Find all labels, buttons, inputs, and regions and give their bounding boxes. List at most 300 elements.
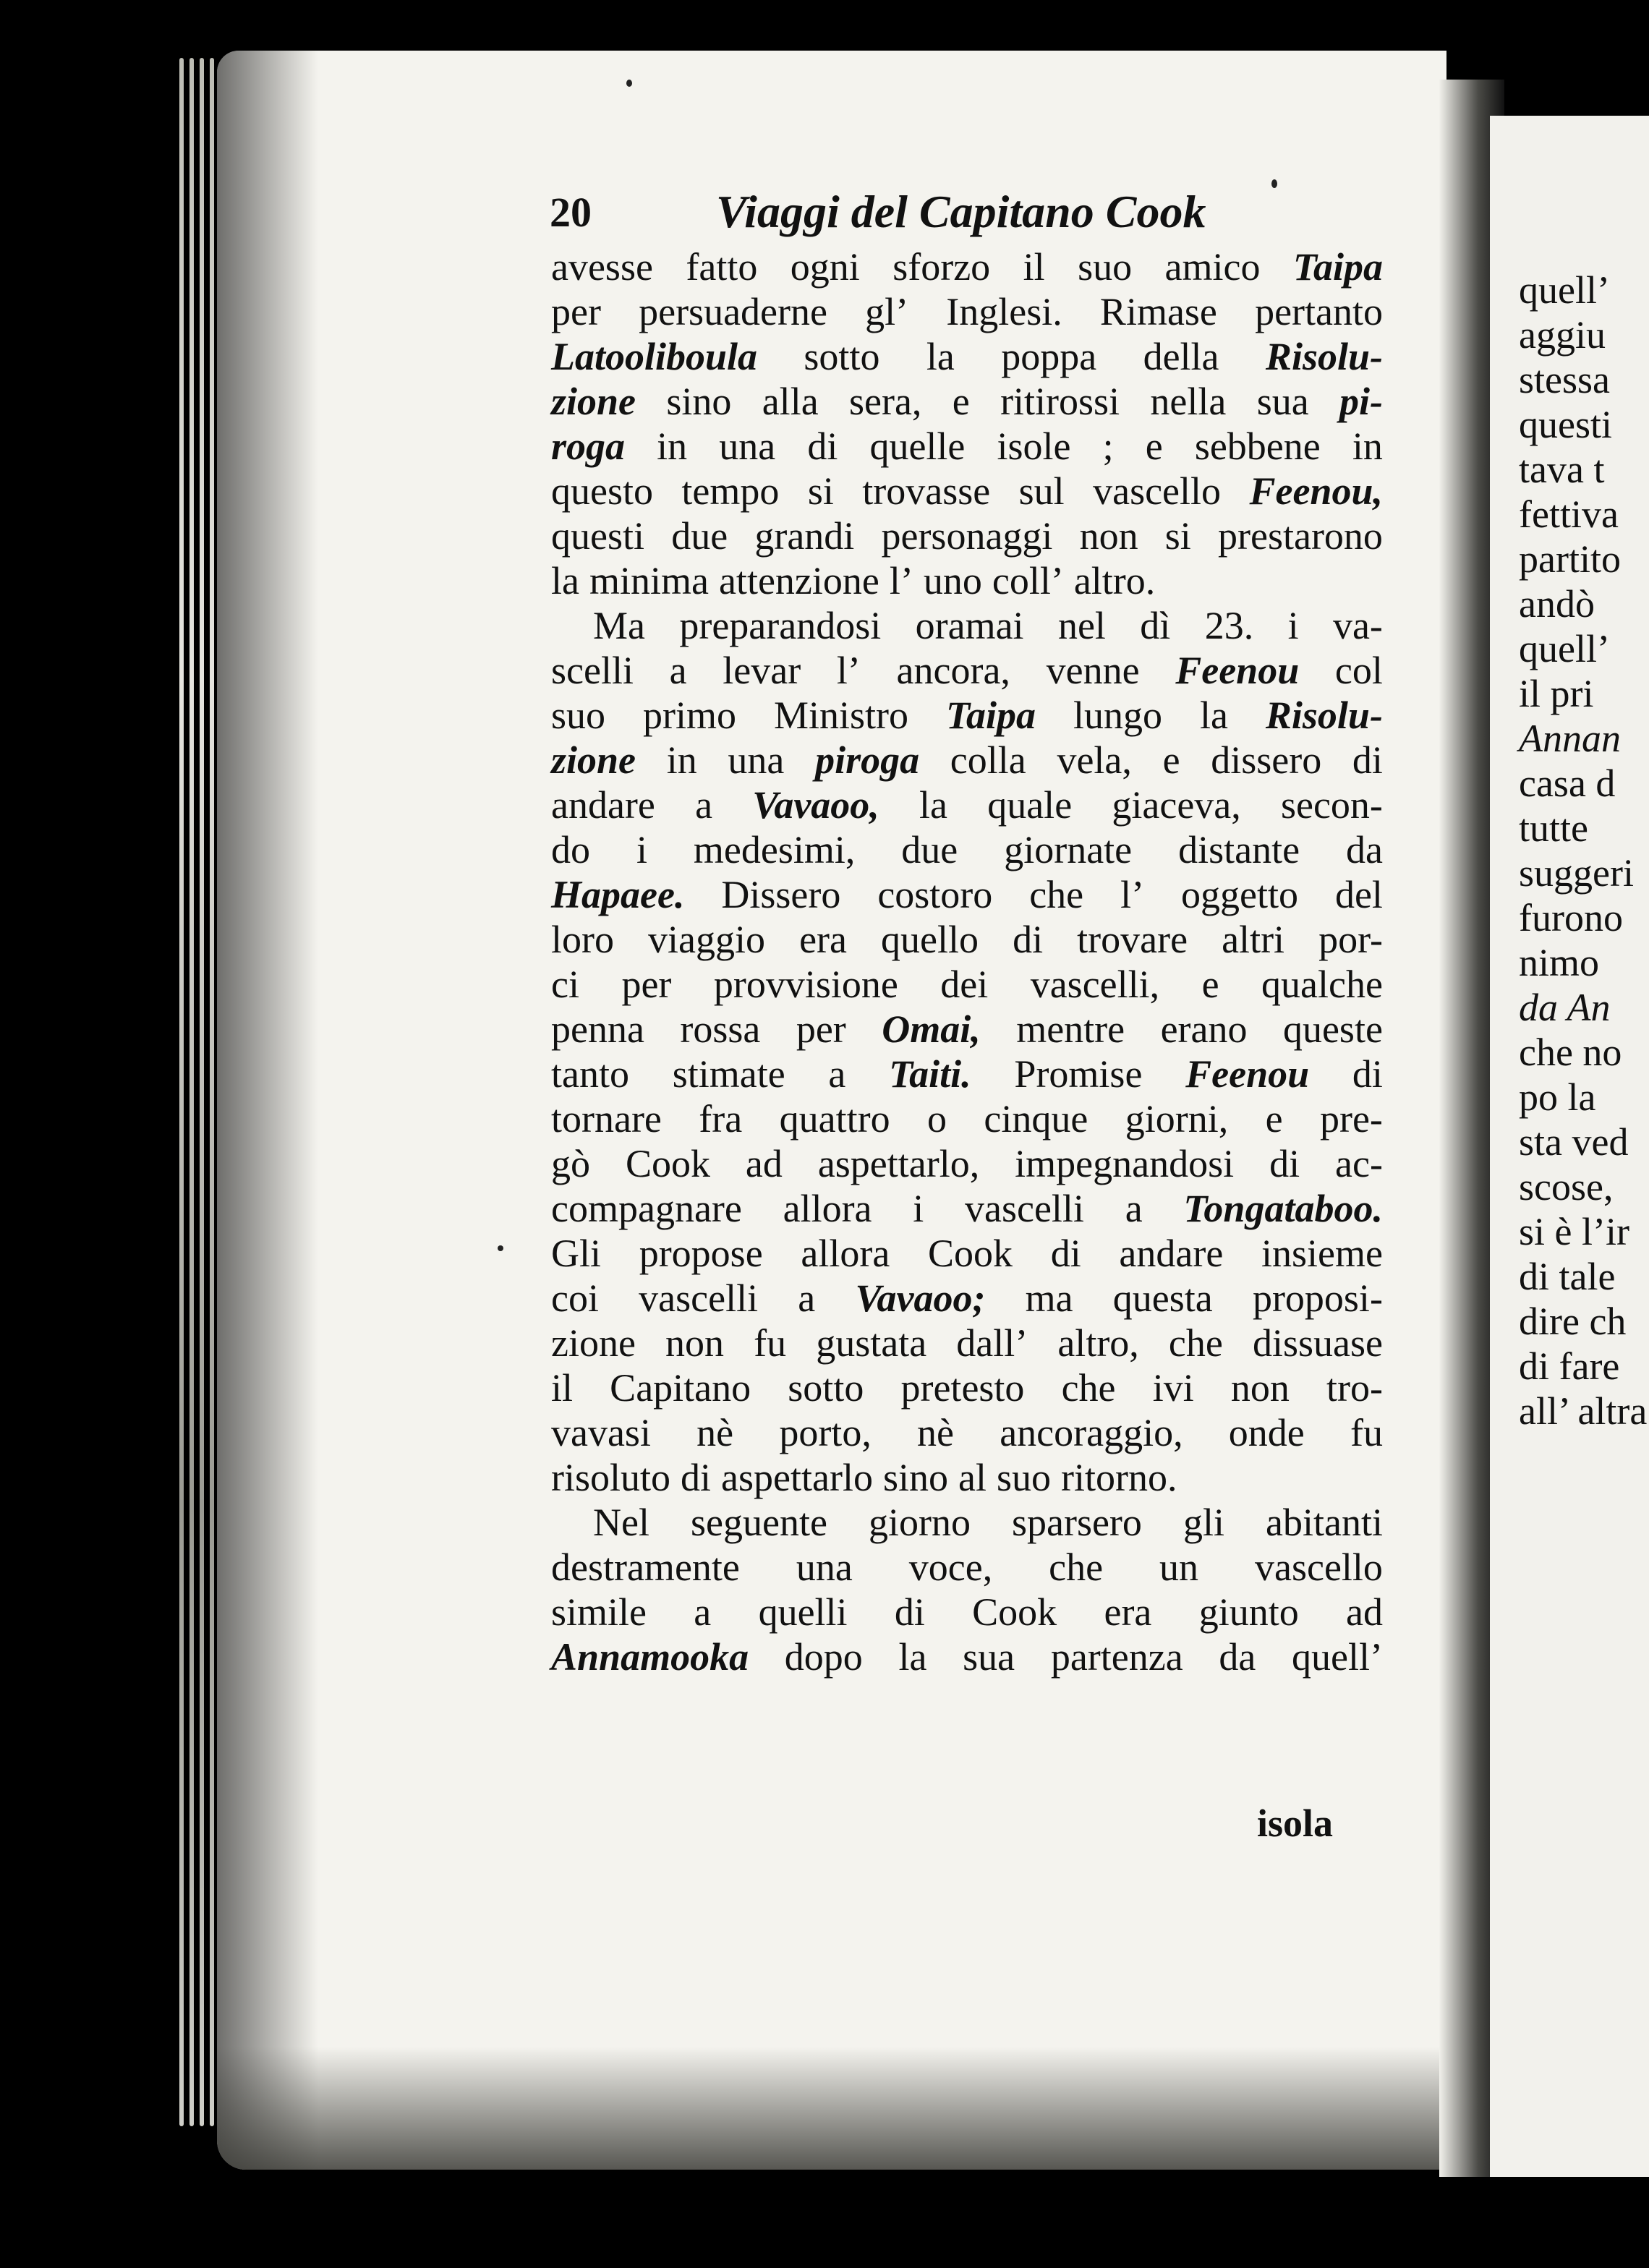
word: isole	[997, 425, 1071, 468]
word: non	[1230, 1366, 1290, 1410]
word: non	[1079, 514, 1138, 558]
word: vascelli	[965, 1187, 1084, 1230]
word: grandi	[754, 514, 855, 558]
word: nel	[1057, 604, 1106, 647]
right-page-text	[1519, 268, 1649, 1433]
word: do	[551, 828, 590, 871]
word: quattro	[779, 1097, 890, 1141]
word: la	[926, 335, 955, 378]
word: trovasse	[862, 469, 991, 513]
right-page-line: Annan	[1519, 717, 1621, 760]
word: sino	[882, 1456, 948, 1499]
word: quelli	[758, 1590, 848, 1634]
word: sparsero	[1011, 1501, 1142, 1544]
text-line	[551, 1590, 1383, 1634]
word: un	[1159, 1546, 1199, 1589]
word: non	[665, 1321, 725, 1365]
word: al	[958, 1456, 987, 1499]
word: l’	[889, 559, 913, 602]
italic-word: Taipa	[1292, 245, 1383, 289]
page-edge	[210, 58, 214, 2126]
word: fra	[699, 1097, 743, 1141]
word: erano	[1160, 1007, 1248, 1051]
word: quello	[881, 918, 979, 961]
word: col	[1334, 649, 1383, 692]
text-line	[551, 648, 1383, 693]
word: ogni	[790, 245, 860, 289]
word: ritirossi	[1000, 380, 1120, 423]
word: Capitano	[610, 1366, 751, 1410]
word: a	[694, 1590, 712, 1634]
word: che	[1029, 873, 1084, 916]
word: minima	[589, 559, 709, 602]
text-line	[551, 917, 1383, 962]
word: porto,	[779, 1411, 872, 1454]
right-page-line: tava t	[1519, 448, 1605, 491]
word: nè	[696, 1411, 734, 1454]
text-line	[551, 513, 1383, 558]
italic-word: Hapaee.	[551, 873, 685, 916]
word: il	[551, 1366, 574, 1410]
word: Rimase	[1099, 290, 1217, 333]
right-page-line: si è l’ir	[1519, 1210, 1629, 1253]
word: mentre	[1016, 1007, 1125, 1051]
word: medesimi,	[693, 828, 856, 871]
word: sera,	[849, 380, 922, 423]
text-line	[551, 603, 1383, 648]
word: vascello	[1255, 1546, 1383, 1589]
word: da	[1219, 1635, 1256, 1679]
text-line	[551, 1634, 1383, 1679]
italic-word: Annamooka	[551, 1635, 749, 1679]
word: l’	[836, 649, 861, 692]
word: provvisione	[713, 963, 898, 1006]
word: pertanto	[1255, 290, 1383, 333]
word: la	[898, 1635, 927, 1679]
left-page-bottom-shadow	[217, 2047, 1446, 2170]
text-line	[551, 1321, 1383, 1365]
word: ;	[1102, 425, 1114, 468]
ink-speck	[1271, 179, 1277, 188]
word: sebbene	[1194, 425, 1321, 468]
word: levar	[723, 649, 801, 692]
word: che	[1168, 1321, 1223, 1365]
word: giornate	[1004, 828, 1133, 871]
right-page-line: di fare	[1519, 1344, 1620, 1388]
right-page-line: quell’	[1519, 268, 1610, 312]
right-page-line: all’ altra	[1519, 1389, 1648, 1433]
italic-word: zione	[551, 738, 636, 782]
word: coll’	[992, 559, 1064, 602]
word: abitanti	[1266, 1501, 1383, 1544]
page-header	[550, 188, 1418, 246]
word: questo	[551, 469, 653, 513]
word: in	[666, 738, 697, 782]
word: giorni,	[1125, 1097, 1229, 1141]
right-page-line: furono	[1519, 896, 1623, 939]
word: penna	[551, 1007, 644, 1051]
word: qualche	[1261, 963, 1383, 1006]
word: coi	[551, 1276, 599, 1320]
word: lungo	[1073, 694, 1162, 737]
word: di	[1050, 1232, 1081, 1275]
body-text	[551, 244, 1383, 1679]
word: in	[657, 425, 688, 468]
word: giaceva,	[1112, 783, 1241, 827]
word: i	[1287, 604, 1299, 647]
word: in	[1352, 425, 1383, 468]
word: sotto	[788, 1366, 864, 1410]
word: distante	[1178, 828, 1300, 871]
word: e	[1201, 963, 1219, 1006]
word: di	[1013, 918, 1044, 961]
word: del	[1334, 873, 1383, 916]
word: alla	[762, 380, 819, 423]
word: era	[1104, 1590, 1152, 1634]
word: voce,	[908, 1546, 993, 1589]
right-page-line: scose,	[1519, 1165, 1614, 1208]
word: queste	[1282, 1007, 1383, 1051]
ink-speck	[626, 80, 632, 87]
right-page-line: suggeri	[1519, 851, 1634, 895]
word: colla	[950, 738, 1026, 782]
text-line	[551, 1455, 1383, 1500]
text-line	[551, 872, 1383, 917]
word: due	[671, 514, 728, 558]
word: loro	[551, 918, 614, 961]
word: vela,	[1057, 738, 1132, 782]
right-page-line: questi	[1519, 403, 1612, 446]
word: vavasi	[551, 1411, 651, 1454]
word: Promise	[1014, 1052, 1143, 1096]
word: una	[796, 1546, 853, 1589]
word: e	[1265, 1097, 1283, 1141]
word: allora	[801, 1232, 890, 1275]
text-line	[551, 289, 1383, 334]
word: pre-	[1319, 1097, 1383, 1141]
text-line	[551, 379, 1383, 424]
word: fu	[1350, 1411, 1383, 1454]
word: secon-	[1280, 783, 1383, 827]
right-page-line: fettiva	[1519, 493, 1619, 536]
running-title: Viaggi del Capitano Cook	[716, 186, 1206, 237]
catchword: isola	[1257, 1802, 1334, 1845]
italic-word: Risolu-	[1265, 335, 1383, 378]
word: giorno	[868, 1501, 971, 1544]
word: por-	[1318, 918, 1383, 961]
right-page-line: aggiu	[1519, 313, 1606, 357]
word: altri	[1222, 918, 1285, 961]
word: era	[799, 918, 847, 961]
italic-word: Omai,	[882, 1007, 981, 1051]
word: tornare	[551, 1097, 662, 1141]
word: Gli	[551, 1232, 602, 1275]
word: venne	[1046, 649, 1140, 692]
word: di	[807, 425, 838, 468]
word: zione	[551, 1321, 636, 1365]
word: ancoraggio,	[1000, 1411, 1183, 1454]
word: questi	[551, 514, 644, 558]
word: nè	[917, 1411, 954, 1454]
word: ad	[1346, 1590, 1383, 1634]
word: impegnandosi	[1015, 1142, 1235, 1185]
word: o	[926, 1097, 947, 1141]
word: e	[1162, 738, 1180, 782]
word: l’	[1120, 873, 1145, 916]
left-page-edge-shadow	[217, 51, 318, 2170]
word: fu	[754, 1321, 787, 1365]
word: rossa	[680, 1007, 761, 1051]
word: suo	[996, 1456, 1051, 1499]
italic-word: zione	[551, 380, 636, 423]
right-page-line: po la	[1519, 1075, 1596, 1119]
word: vascelli	[639, 1276, 759, 1320]
word: oggetto	[1181, 873, 1299, 916]
word: che	[1049, 1546, 1104, 1589]
word: da	[1345, 828, 1383, 871]
text-line	[551, 1276, 1383, 1321]
word: primo	[642, 694, 736, 737]
word: sul	[1018, 469, 1065, 513]
right-page-line: sta ved	[1519, 1120, 1629, 1164]
right-page-line: di tale	[1519, 1255, 1616, 1298]
text-line	[551, 1186, 1383, 1231]
word: a	[1125, 1187, 1143, 1230]
page-edge	[179, 58, 184, 2126]
word: ci	[551, 963, 579, 1006]
word: costoro	[877, 873, 993, 916]
text-line	[551, 334, 1383, 379]
word: e	[952, 380, 970, 423]
text-line	[551, 1052, 1383, 1096]
italic-word: Feenou,	[1249, 469, 1383, 513]
word: uno	[923, 559, 982, 602]
word: suo	[1078, 245, 1133, 289]
text-line	[551, 1365, 1383, 1410]
word: preparandosi	[679, 604, 882, 647]
right-page-line: da An	[1519, 986, 1611, 1029]
word: dei	[940, 963, 989, 1006]
word: andare	[551, 783, 655, 827]
italic-word: Feenou	[1175, 649, 1300, 692]
word: la	[919, 783, 947, 827]
word: ma	[1025, 1276, 1073, 1320]
word: la	[551, 559, 579, 602]
word: suo	[551, 694, 606, 737]
italic-word: Tongataboo.	[1183, 1187, 1383, 1230]
page-number: 20	[550, 189, 592, 236]
right-page-line: casa d	[1519, 762, 1616, 805]
word: cinque	[984, 1097, 1088, 1141]
word: risoluto	[551, 1456, 671, 1499]
word: a	[798, 1276, 816, 1320]
word: di	[1352, 1052, 1383, 1096]
word: allora	[783, 1187, 872, 1230]
word: dopo	[784, 1635, 863, 1679]
word: ad	[745, 1142, 783, 1185]
text-line	[551, 1231, 1383, 1276]
word: a	[669, 649, 687, 692]
word: si	[1164, 514, 1191, 558]
word: dissero	[1211, 738, 1322, 782]
word: oramai	[915, 604, 1024, 647]
word: gli	[1183, 1501, 1224, 1544]
italic-word: Feenou	[1185, 1052, 1310, 1096]
word: una	[719, 425, 776, 468]
word: amico	[1164, 245, 1261, 289]
page-edge	[200, 58, 204, 2126]
word: di	[681, 1456, 712, 1499]
text-line	[551, 1007, 1383, 1052]
word: a	[695, 783, 713, 827]
word: di	[1269, 1142, 1300, 1185]
word: e	[1145, 425, 1163, 468]
text-line	[551, 424, 1383, 469]
right-page-line: stessa	[1519, 358, 1610, 401]
word: insieme	[1261, 1232, 1383, 1275]
italic-word: Risolu-	[1265, 694, 1383, 737]
word: a	[828, 1052, 846, 1096]
word: Nel	[593, 1501, 649, 1544]
word: ivi	[1152, 1366, 1194, 1410]
word: Ministro	[773, 694, 908, 737]
italic-word: roga	[551, 425, 626, 468]
word: tempo	[681, 469, 780, 513]
text-line	[551, 1141, 1383, 1186]
word: Cook	[625, 1142, 710, 1185]
word: vascello	[1093, 469, 1222, 513]
word: per	[551, 290, 601, 333]
word: quelle	[869, 425, 966, 468]
text-line	[551, 558, 1383, 603]
word: sotto	[804, 335, 880, 378]
word: scelli	[551, 649, 634, 692]
word: avesse	[551, 245, 653, 289]
right-page-line: che no	[1519, 1031, 1622, 1074]
word: Dissero	[721, 873, 841, 916]
word: dall’	[956, 1321, 1028, 1365]
right-page-line: partito	[1519, 537, 1621, 581]
word: 23.	[1204, 604, 1254, 647]
word: proposi-	[1252, 1276, 1383, 1320]
text-line	[551, 1410, 1383, 1455]
text-line	[551, 469, 1383, 513]
word: quale	[987, 783, 1073, 827]
word: dì	[1140, 604, 1171, 647]
right-page-line: quell’	[1519, 627, 1610, 670]
word: sforzo	[892, 245, 991, 289]
right-page-line: andò	[1519, 582, 1595, 626]
word: stimate	[672, 1052, 785, 1096]
word: ac-	[1335, 1142, 1383, 1185]
word: aspettarlo,	[817, 1142, 980, 1185]
text-line	[551, 1545, 1383, 1590]
word: personaggi	[881, 514, 1053, 558]
italic-word: piroga	[815, 738, 920, 782]
word: gustata	[816, 1321, 927, 1365]
word: il	[1023, 245, 1045, 289]
word: trovare	[1077, 918, 1188, 961]
word: tro-	[1326, 1366, 1383, 1410]
word: per	[621, 963, 672, 1006]
word: Inglesi.	[946, 290, 1062, 333]
ink-speck	[498, 1245, 503, 1251]
word: pretesto	[900, 1366, 1025, 1410]
text-line	[551, 783, 1383, 827]
right-page-line: dire ch	[1519, 1300, 1627, 1343]
word: della	[1143, 335, 1219, 378]
word: onde	[1228, 1411, 1305, 1454]
word: Ma	[593, 604, 645, 647]
word: poppa	[1001, 335, 1097, 378]
italic-word: pi-	[1339, 380, 1383, 423]
word: sino	[666, 380, 732, 423]
italic-word: Latooliboula	[551, 335, 758, 378]
word: di	[1352, 738, 1383, 782]
word: per	[796, 1007, 846, 1051]
word: gl’	[865, 290, 909, 333]
word: Cook	[972, 1590, 1057, 1634]
word: una	[728, 738, 785, 782]
italic-word: Vavaoo;	[855, 1276, 986, 1320]
text-line	[551, 693, 1383, 738]
word: destramente	[551, 1546, 740, 1589]
text-line	[551, 962, 1383, 1007]
word: prestarono	[1218, 514, 1383, 558]
word: si	[807, 469, 834, 513]
word: viaggio	[648, 918, 766, 961]
word: partenza	[1050, 1635, 1183, 1679]
text-line	[551, 244, 1383, 289]
word: simile	[551, 1590, 647, 1634]
word: va-	[1332, 604, 1383, 647]
word: i	[913, 1187, 924, 1230]
italic-word: Taipa	[945, 694, 1036, 737]
word: vascelli,	[1030, 963, 1160, 1006]
word: seguente	[691, 1501, 827, 1544]
word: ancora,	[896, 649, 1010, 692]
italic-word: Vavaoo,	[752, 783, 879, 827]
italic-word: Taiti.	[889, 1052, 971, 1096]
word: nella	[1150, 380, 1227, 423]
word: questa	[1112, 1276, 1213, 1320]
word: altro.	[1073, 559, 1156, 602]
word: attenzione	[718, 559, 879, 602]
word: compagnare	[551, 1187, 742, 1230]
word: propose	[639, 1232, 763, 1275]
word: fatto	[686, 245, 758, 289]
word: quell’	[1292, 1635, 1383, 1679]
word: di	[894, 1590, 925, 1634]
text-line	[551, 1500, 1383, 1545]
word: tanto	[551, 1052, 629, 1096]
page-edge	[189, 58, 194, 2126]
text-line	[551, 738, 1383, 783]
word: i	[636, 828, 647, 871]
text-line	[551, 827, 1383, 872]
word: Cook	[927, 1232, 1013, 1275]
right-page-line: tutte	[1519, 806, 1588, 850]
word: che	[1061, 1366, 1116, 1410]
word: gò	[551, 1142, 590, 1185]
word: persuaderne	[639, 290, 827, 333]
word: andare	[1119, 1232, 1224, 1275]
word: sua	[963, 1635, 1015, 1679]
word: due	[901, 828, 958, 871]
word: la	[1199, 694, 1228, 737]
word: aspettarlo	[721, 1456, 873, 1499]
text-line	[551, 1096, 1383, 1141]
